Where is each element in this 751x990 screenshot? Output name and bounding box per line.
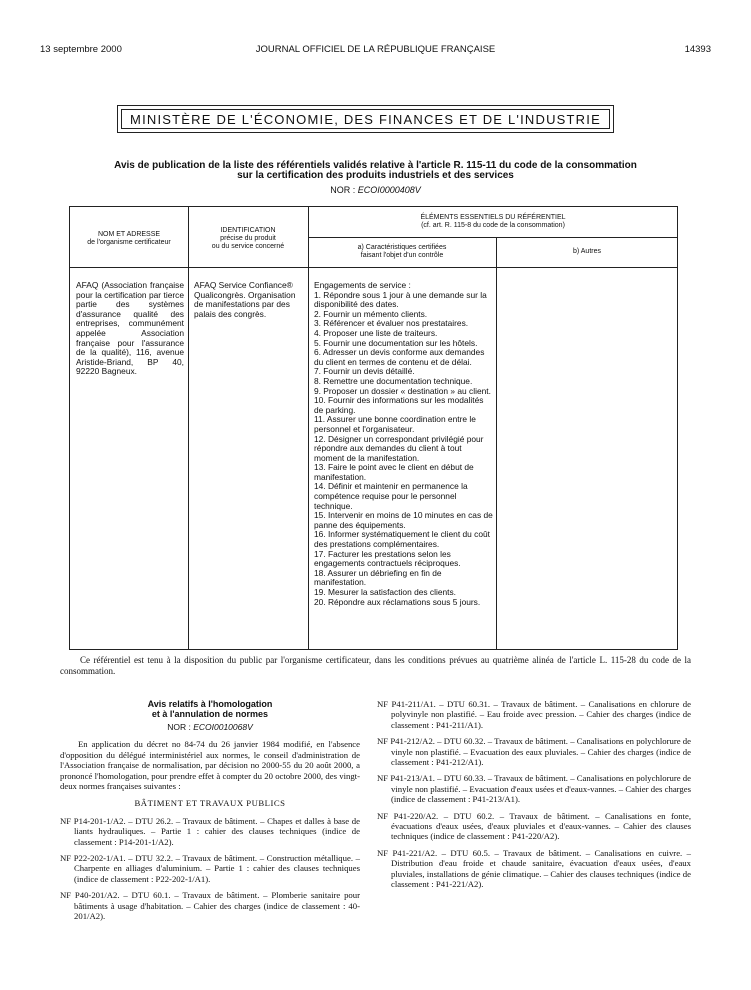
norme-entry: NF P41-212/A2. – DTU 60.32. – Travaux de bâtiment. – Canalisations en polychlorure de vinyle non plastifié. – Evacuation des eaux pluviales. – Cahier des charges (indice de classement : P41-212/A1). [377, 736, 691, 768]
engagement-item: 16. Informer systématiquement le client du coût des prestations complémentaires. [314, 529, 490, 550]
homologation-title-line2: et à l'annulation de normes [151, 709, 269, 719]
engagement-item: 11. Assurer une bonne coordination entre le personnel et l'organisateur. [314, 414, 476, 434]
engagement-item: 12. Désigner un correspondant privilégié pour répondre aux demandes du client à tout moment de la manifestation. [314, 433, 484, 463]
engagement-item: 8. Remettre une documentation technique. [314, 375, 473, 386]
header-elements [310, 214, 676, 230]
engagement-item: 20. Répondre aux réclamations sous 5 jours. [314, 596, 481, 607]
ministry-heading [117, 105, 614, 133]
engagement-item: 5. Fournir une documentation sur les hôtels. [314, 337, 478, 348]
header-text: a) Caractéristiques certifiées [357, 244, 447, 251]
header-identification [190, 227, 306, 251]
header-journal-title: JOURNAL OFFICIEL DE LA RÉPUBLIQUE FRANÇAISE [255, 44, 496, 55]
engagement-item: 1. Répondre sous 1 jour à une demande sur la disponibilité des dates. [314, 289, 487, 310]
engagement-item: 10. Fournir des informations sur les modalités de parking. [314, 395, 484, 415]
table-divider [308, 207, 309, 649]
norme-entry: NF P41-220/A2. – DTU 60.2. – Travaux de bâtiment. – Canalisations en fonte, évacuations d'eaux usées, d'eaux pluviales et d'eaux-vannes. – Cahier des clauses techniques (indice de classement : P41-220/A2). [377, 810, 691, 842]
nor-label: NOR : [330, 185, 356, 195]
left-entries [60, 816, 360, 922]
table-divider [308, 237, 677, 238]
homologation-right-column [377, 699, 691, 896]
engagement-item: 14. Définir et maintenir en permanence la compétence requise pour le personnel technique. [314, 481, 468, 511]
engagements-title: Engagements de service : [314, 280, 411, 290]
table-divider [188, 207, 189, 649]
homologation-nor [60, 722, 360, 732]
engagement-item: 15. Intervenir en moins de 10 minutes en cas de panne des équipements. [314, 510, 493, 530]
referentiel-table [69, 206, 678, 650]
table-divider [496, 237, 497, 649]
header-organisme [72, 231, 186, 247]
engagement-item: 19. Mesurer la satisfaction des clients. [314, 587, 456, 597]
header-page-number: 14393 [684, 44, 711, 55]
norme-entry: NF P22-202-1/A1. – DTU 32.2. – Travaux de bâtiment. – Construction métallique. – Charpente en alliages d'aluminium. – Partie 1 : cahier des clauses techniques (indice de classement : P22-202-1/A1). [60, 853, 360, 884]
engagements-list [314, 291, 494, 608]
engagement-item: 7. Fournir un devis détaillé. [314, 366, 415, 377]
header-text: ÉLÉMENTS ESSENTIELS DU RÉFÉRENTIEL [420, 214, 566, 221]
engagement-item: 2. Fournir un mémento clients. [314, 308, 428, 319]
header-text: ou du service concerné [211, 243, 285, 250]
homologation-intro: En application du décret no 84-74 du 26 janvier 1984 modifié, en l'absence d'opposition du délégué interministériel aux normes, le conseil d'administration de l'Association française de normalisation, par décision no 2000-55 du 20 août 2000, a prononcé l'homologation, pour prendre effet à compter du 20 octobre 2000, des vingt-deux normes françaises suivantes : [60, 739, 360, 792]
homologation-title-line1: Avis relatifs à l'homologation [147, 699, 273, 709]
homologation-left-column [60, 699, 360, 928]
engagement-item: 3. Référencer et évaluer nos prestataires. [314, 318, 469, 329]
header-text: NOM ET ADRESSE [97, 231, 161, 238]
header-text: de l'organisme certificateur [87, 239, 171, 246]
engagement-item: 13. Faire le point avec le client en début de manifestation. [314, 462, 474, 482]
page-header [40, 44, 711, 58]
nor-label: NOR : [167, 722, 191, 732]
engagement-item: 6. Adresser un devis conforme aux demandes du client en termes de contenu et de délai. [314, 347, 485, 367]
norme-entry: NF P14-201-1/A2. – DTU 26.2. – Travaux de bâtiment. – Chapes et dalles à base de liants hydrauliques. – Partie 1 : cahier des clauses techniques (indice de classement : P14-201-1/A2). [60, 815, 360, 847]
header-sub-a [310, 244, 494, 260]
identification-cell: AFAQ Service Confiance® Qualicongrès. Organisation de manifestations par des palais des congrès. [194, 280, 296, 319]
engagements-cell [314, 281, 494, 607]
header-text: (cf. art. R. 115-8 du code de la consommation) [421, 222, 565, 229]
table-divider [70, 267, 677, 268]
header-text: précise du produit [220, 235, 276, 242]
avis-title [60, 161, 691, 181]
engagement-item: 18. Assurer un débriefing en fin de manifestation. [314, 567, 442, 588]
header-text: b) Autres [572, 248, 601, 255]
norme-entry: NF P40-201/A2. – DTU 60.1. – Travaux de bâtiment. – Plomberie sanitaire pour bâtiments à usage d'habitation. – Cahier des charges (indice de classement : 40-201/A2). [60, 890, 360, 922]
engagement-item: 4. Proposer une liste de traiteurs. [314, 327, 438, 338]
norme-entry: NF P41-211/A1. – DTU 60.31. – Travaux de bâtiment. – Canalisations en chlorure de polyvinyle non plastifié. – Eau froide avec pression. – Cahier des charges (indice de classement : P41-211/A1). [377, 699, 691, 730]
header-text: IDENTIFICATION [220, 227, 276, 234]
norme-entry: NF P41-213/A1. – DTU 60.33. – Travaux de bâtiment. – Canalisations en polychlorure de vinyle non plastifié. – Evacuation d'eaux usées et d'eaux-vannes. – Cahier des charges (indice de classement : P41-213/A1). [377, 773, 691, 805]
norme-entry: NF P41-221/A2. – DTU 60.5. – Travaux de bâtiment. – Canalisations en cuivre. – Distribution d'eau froide et chaude sanitaire, évacuation d'eaux usées, d'eaux pluviales, installations de génie climatique. – Cahier des clauses techniques (indice de classement : P41-221/A2). [377, 847, 691, 890]
avis-title-line2: sur la certification des produits industriels et des services [237, 170, 514, 181]
header-date: 13 septembre 2000 [40, 44, 122, 55]
engagement-item: 9. Proposer un dossier « destination » au client. [314, 385, 491, 396]
nor-value: ECOI0000408V [357, 185, 421, 195]
avis-nor [60, 185, 691, 195]
avis-title-line1: Avis de publication de la liste des référentiels validés relative à l'article R. 115-11 du code de la consommation [114, 160, 637, 171]
organisme-cell: AFAQ (Association française pour la certification par tierce partie des systèmes d'assurance qualité des entreprises, communément appelée Association française pour l'assurance de la qualité), 116, avenue Aristide-Briand, BP 40, 92220 Bagneux. [76, 280, 184, 377]
engagement-item: 17. Facturer les prestations selon les engagements contractuels réciproques. [314, 548, 461, 569]
section-heading: BÂTIMENT ET TRAVAUX PUBLICS [134, 798, 286, 809]
nor-value: ECOI0010068V [193, 722, 253, 732]
header-sub-b [498, 248, 676, 256]
footnote: Ce référentiel est tenu à la disposition du public par l'organisme certificateur, dans les conditions prévues au quatrième alinéa de l'article L. 115-28 du code de la consommation. [60, 655, 691, 676]
ministry-title: MINISTÈRE DE L'ÉCONOMIE, DES FINANCES ET DE L'INDUSTRIE [130, 111, 601, 127]
right-entries [377, 699, 691, 890]
header-text: faisant l'objet d'un contrôle [360, 252, 444, 259]
